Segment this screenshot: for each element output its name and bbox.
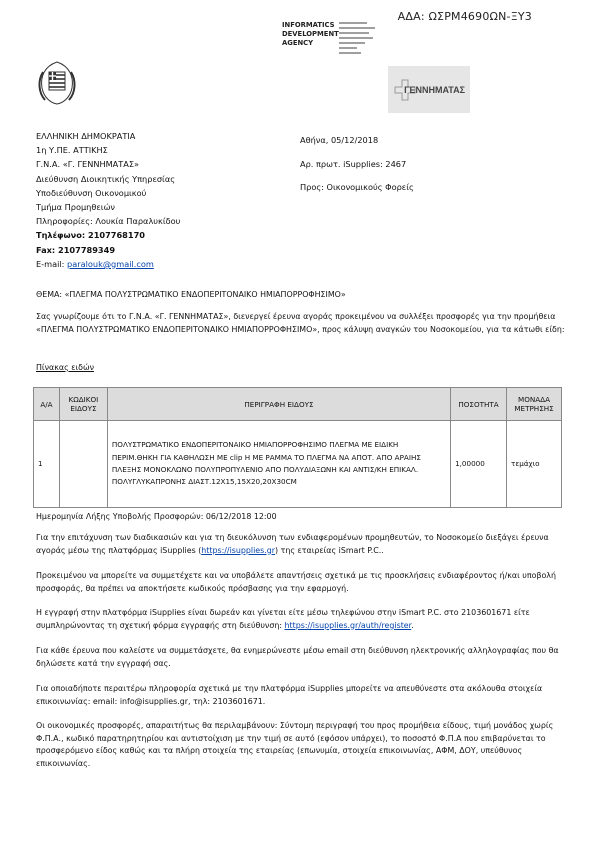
isupplies-link[interactable]: https://isupplies.gr [201, 545, 275, 555]
sender-fax: Fax: 2107789349 [36, 244, 116, 255]
sender-email-row [36, 257, 180, 271]
sender-line: Διεύθυνση Διοικητικής Υπηρεσίας [36, 173, 176, 184]
table-row [34, 421, 562, 508]
informatics-agency-logo [282, 21, 339, 48]
sender-line: Τμήμα Προμηθειών [36, 202, 116, 213]
col-header-quantity: ΠΟΣΟΤΗΤΑ [451, 388, 507, 421]
col-header-description: ΠΕΡΙΓΡΑΦΗ ΕΙΔΟΥΣ [107, 388, 450, 421]
subject-line: ΘΕΜΑ: «ΠΛΕΓΜΑ ΠΟΛΥΣΤΡΩΜΑΤΙΚΟ ΕΝΔΟΠΕΡΙΤΟΝΑΙΚΟ ΗΜΙΑΠΟΡΡΟΦΗΣΙΜΟ» [36, 290, 346, 299]
ada-code: ΑΔΑ: ΩΣΡΜ4690ΩΝ-ΞΥ3 [397, 10, 532, 23]
hospital-logo [388, 66, 470, 113]
hospital-logo-text: ΓΕΝΝΗΜΑΤΑΣ [404, 85, 465, 95]
sender-line: Πληροφορίες: Λουκία Παραλυκίδου [36, 216, 181, 227]
sender-line: 1η Υ.ΠΕ. ΑΤΤΙΚΗΣ [36, 145, 108, 156]
cell-code [59, 421, 107, 508]
paragraph-text: . [411, 620, 414, 630]
sender-line: ΕΛΛΗΝΙΚΗ ΔΗΜΟΚΡΑΤΙΑ [36, 131, 136, 141]
sender-line: Υποδιεύθυνση Οικονομικού [36, 187, 147, 198]
table-header-row [34, 388, 562, 421]
paragraph-email-notice: Για κάθε έρευνα που καλείστε να συμμετάσχετε, θα ενημερώνεστε μέσω email στη διεύθυνση ηλεκτρονικής αλληλογραφίας που θα δηλώσετε κατά την εγγραφή σας. [36, 646, 559, 668]
register-link[interactable]: https://isupplies.gr/auth/register [284, 620, 412, 630]
email-link[interactable]: paralouk@gmail.com [67, 258, 154, 269]
paragraph-platform [36, 532, 566, 557]
paragraph-registration [36, 607, 566, 632]
infodev-line: AGENCY [282, 39, 314, 47]
greek-emblem-icon [35, 58, 79, 106]
deadline: Ημερομηνία Λήξης Υποβολής Προσφορών: 06/12/2018 12:00 [36, 512, 277, 521]
paragraph-contact: Για οποιαδήποτε περαιτέρω πληροφορία σχετικά με την πλατφόρμα iSupplies μπορείτε να απευθύνεστε στα ακόλουθα στοιχεία επικοινωνίας: email: info@isupplies.gr, τηλ: 2103601671. [36, 684, 543, 706]
protocol-number: Αρ. πρωτ. iSupplies: 2467 [300, 158, 407, 169]
items-table-title: Πίνακας ειδών [36, 363, 94, 372]
col-header-aa: Α/Α [34, 388, 60, 421]
paragraph-text: Για την επιτάχυνση των διαδικασιών και για τη διευκόλυνση των ενδιαφερομένων προμηθευτών, το Νοσοκομείο διεξάγει έρευνα αγοράς μέσω της πλατφόρμας iSupplies ( [36, 533, 549, 555]
paragraph-text: ) της εταιρείας iSmart P.C.. [275, 545, 384, 555]
col-header-unit: ΜΟΝΑΔΑ ΜΕΤΡΗΣΗΣ [507, 388, 562, 421]
document-date: Αθήνα, 05/12/2018 [300, 135, 379, 145]
infodev-line: DEVELOPMENT [282, 30, 339, 38]
sender-block [36, 129, 180, 271]
items-table [33, 387, 562, 508]
col-header-code: ΚΩΔΙΚΟΙ ΕΙΔΟΥΣ [59, 388, 107, 421]
recipient: Προς: Οικονομικούς Φορείς [300, 182, 414, 192]
intro-paragraph: Σας γνωρίζουμε ότι το Γ.Ν.Α. «Γ. ΓΕΝΝΗΜΑΤΑΣ», διενεργεί έρευνα αγοράς προκειμένου να συλλέξει προσφορές για την προμήθεια «ΠΛΕΓΜΑ ΠΟΛΥΣΤΡΩΜΑΤΙΚΟ ΕΝΔΟΠΕΡΙΤΟΝΑΙΚΟ ΗΜΙΑΠΟΡΡΟΦΗΣΙΜΟ», προς κάλυψη αναγκών του Νοσοκομείου, για τα κάτωθι είδη: [36, 312, 565, 334]
agency-logo-smallprint [339, 21, 379, 57]
cell-unit: τεμάχιο [507, 421, 562, 508]
cell-aa: 1 [34, 421, 60, 508]
cell-quantity: 1,00000 [451, 421, 507, 508]
paragraph-text: Η εγγραφή στην πλατφόρμα iSupplies είναι δωρεάν και γίνεται είτε μέσω τηλεφώνου στην iSmart P.C. στο 2103601671 είτε συμπληρώνοντας τη σχετική φόρμα εγγραφής στη διεύθυνση: [36, 608, 530, 630]
cell-description: ΠΟΛΥΣΤΡΩΜΑΤΙΚΟ ΕΝΔΟΠΕΡΙΤΟΝΑΙΚΟ ΗΜΙΑΠΟΡΡΟΦΗΣΙΜΟ ΠΛΕΓΜΑ ΜΕ ΕΙΔΙΚΗ ΠΕΡΙΜ.ΘΗΚΗ ΓΙΑ ΚΑΘΗΛΩΣΗ ΜΕ clip Η ΜΕ ΡΑΜΜΑ ΤΟ ΠΛΕΓΜΑ ΝΑ ΑΠΟΤ. ΑΠΟ ΑΡΑΙΗΣ ΠΛΕΞΗΣ ΜΟΝΟΚΛΩΝΟ ΠΟΛΥΠΡΟΠΥΛΕΝΙΟ ΑΠΟ ΠΟΛΥΔΙΑΞΩΝΗ ΚΑΙ ΑΝΤΙΣ/ΚΗ ΕΠΙΚΑΛ. ΠΟΛΥΓΛΥΚΑΠΡΟΝΗΣ ΔΙΑΣΤ.12Χ15,15Χ20,20Χ30CM [107, 421, 450, 508]
infodev-line: INFORMATICS [282, 21, 335, 29]
paragraph-credentials: Προκειμένου να μπορείτε να συμμετέχετε και να υποβάλετε απαντήσεις σχετικά με τις προσκλήσεις ενδιαφέροντος ή/και υποβολή προσφοράς, θα πρέπει να αποκτήσετε κωδικούς πρόσβασης για την εφαρμογή. [36, 571, 556, 593]
sender-phone: Τηλέφωνο: 2107768170 [36, 230, 145, 241]
document-meta [300, 129, 414, 200]
email-label: E-mail: [36, 258, 68, 269]
paragraph-offer-contents: Οι οικονομικές προσφορές, απαραιτήτως θα περιλαμβάνουν: Σύντομη περιγραφή του προς προμήθεια είδους, τιμή μονάδος χωρίς Φ.Π.Α., κωδικό παρατηρητηρίου και αντιστοίχιση με την τιμή σε αυτό (εφόσον υπάρχει), το ποσοστό Φ.Π.Α που επιβαρύνεται το προσφερόμενο είδος καθώς και τα πλήρη στοιχεία της εταιρείας (επωνυμία, στοιχεία επικοινωνίας, ΑΦΜ, ΔΟΥ, υπεύθυνος επικοινωνίας. [36, 721, 554, 768]
sender-line: Γ.Ν.Α. «Γ. ΓΕΝΝΗΜΑΤΑΣ» [36, 159, 140, 170]
